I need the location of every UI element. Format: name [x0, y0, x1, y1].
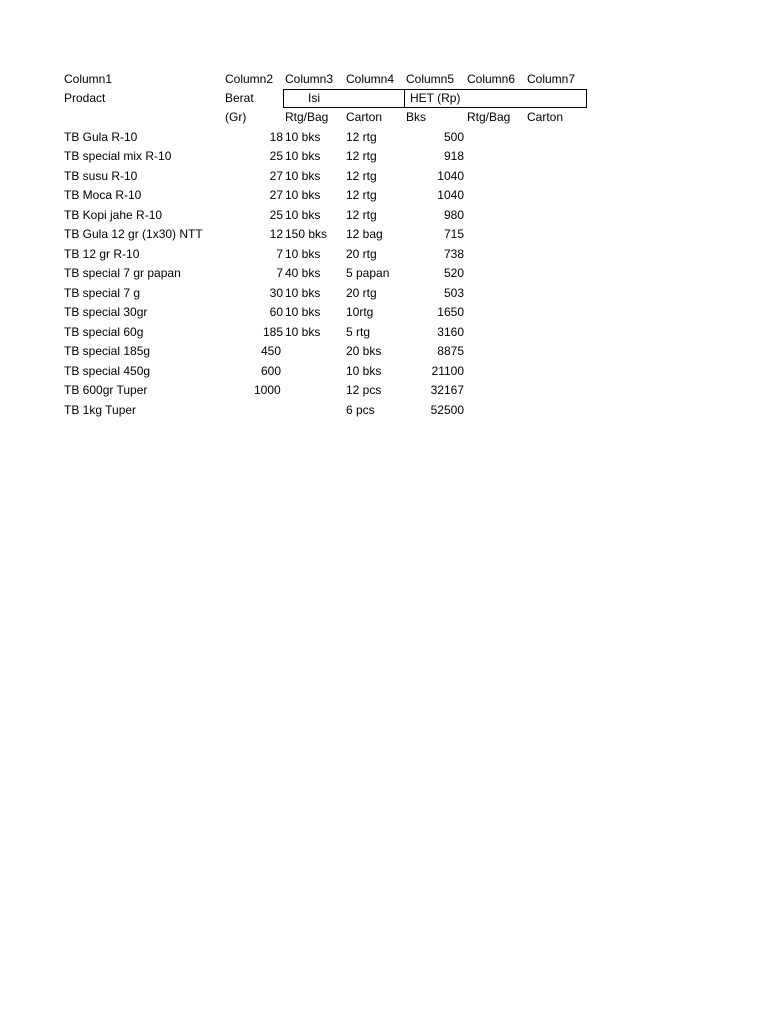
isi-merged-cell[interactable]	[283, 89, 405, 108]
table-row	[0, 128, 768, 147]
weight-cell[interactable]: 60	[269, 305, 283, 319]
bks-price-cell[interactable]: 500	[443, 129, 464, 144]
carton-cell[interactable]: 20 rtg	[346, 246, 377, 261]
table-row	[0, 264, 768, 283]
table-row	[0, 167, 768, 186]
weight-cell[interactable]: 450	[261, 344, 282, 358]
header-column7[interactable]: Column7	[527, 72, 576, 86]
weight-cell[interactable]	[222, 401, 283, 420]
product-cell[interactable]: TB special 185g	[64, 344, 151, 358]
weight-unit-header: (Gr)	[225, 110, 247, 124]
table-row	[0, 303, 768, 322]
product-cell[interactable]: TB special 60g	[64, 324, 144, 339]
het-rtg-bag-header: Rtg/Bag	[467, 110, 511, 124]
rtg-bag-cell[interactable]: 40 bks	[285, 266, 321, 280]
header-column5[interactable]: Column5	[406, 72, 455, 86]
product-cell[interactable]: TB Gula 12 gr (1x30) NTT	[64, 227, 203, 241]
bks-price-cell[interactable]: 32167	[430, 383, 464, 397]
bks-price-cell[interactable]: 503	[443, 285, 464, 300]
rtg-bag-cell[interactable]	[285, 342, 343, 361]
rtg-bag-header: Rtg/Bag	[285, 110, 329, 124]
rtg-bag-cell[interactable]: 10 bks	[285, 129, 321, 144]
rtg-bag-cell[interactable]: 10 bks	[285, 188, 321, 202]
carton-cell[interactable]: 12 rtg	[346, 207, 377, 222]
product-cell[interactable]: TB 600gr Tuper	[64, 383, 148, 397]
subheader-row-2	[0, 108, 768, 127]
bks-price-cell[interactable]: 980	[443, 207, 464, 222]
carton-cell[interactable]: 12 pcs	[346, 383, 382, 397]
product-cell[interactable]: TB special 450g	[64, 363, 151, 378]
rtg-bag-cell[interactable]	[285, 401, 343, 420]
header-column2[interactable]: Column2	[225, 72, 274, 86]
carton-cell[interactable]: 5 rtg	[346, 324, 371, 339]
header-column6[interactable]: Column6	[467, 72, 516, 86]
table-row	[0, 401, 768, 420]
het-merged-cell[interactable]	[404, 89, 587, 108]
header-column1[interactable]: Column1	[64, 72, 113, 86]
bks-price-cell[interactable]: 715	[443, 227, 464, 241]
weight-cell[interactable]: 25	[269, 207, 283, 222]
table-row	[0, 323, 768, 342]
carton-cell[interactable]: 12 rtg	[346, 168, 377, 183]
product-cell[interactable]: TB 12 gr R-10	[64, 246, 140, 261]
rtg-bag-cell[interactable]: 10 bks	[285, 149, 321, 163]
product-cell[interactable]: TB 1kg Tuper	[64, 402, 137, 417]
weight-cell[interactable]: 30	[269, 285, 283, 300]
weight-cell[interactable]: 27	[269, 168, 283, 183]
het-carton-header: Carton	[527, 110, 564, 124]
product-cell[interactable]: TB special mix R-10	[64, 149, 172, 163]
product-header: Prodact	[64, 91, 106, 105]
carton-cell[interactable]: 12 rtg	[346, 149, 377, 163]
table-row	[0, 342, 768, 361]
weight-cell[interactable]: 600	[261, 363, 282, 378]
carton-cell[interactable]: 6 pcs	[346, 402, 375, 417]
product-cell[interactable]: TB Gula R-10	[64, 129, 138, 144]
product-cell[interactable]: TB Moca R-10	[64, 188, 142, 202]
table-row	[0, 245, 768, 264]
table-row	[0, 206, 768, 225]
rtg-bag-cell[interactable]	[285, 362, 343, 381]
header-column3[interactable]: Column3	[285, 72, 334, 86]
table-row	[0, 362, 768, 381]
weight-cell[interactable]: 185	[262, 324, 283, 339]
bks-header: Bks	[406, 110, 427, 124]
product-cell[interactable]: TB susu R-10	[64, 168, 138, 183]
isi-header: Isi	[308, 91, 320, 105]
carton-cell[interactable]: 5 papan	[346, 266, 390, 280]
het-header: HET (Rp)	[410, 91, 461, 105]
product-cell[interactable]: TB Kopi jahe R-10	[64, 207, 163, 222]
bks-price-cell[interactable]: 1650	[437, 305, 464, 319]
table-row	[0, 381, 768, 400]
table-row	[0, 225, 768, 244]
rtg-bag-cell[interactable]: 10 bks	[285, 324, 321, 339]
weight-cell[interactable]: 12	[269, 227, 283, 241]
weight-header: Berat	[225, 91, 254, 105]
table-row	[0, 147, 768, 166]
product-cell[interactable]: TB special 30gr	[64, 305, 148, 319]
bks-price-cell[interactable]: 918	[443, 149, 464, 163]
bks-price-cell[interactable]: 21100	[431, 363, 464, 378]
carton-cell[interactable]: 12 rtg	[346, 129, 377, 144]
bks-price-cell[interactable]: 3160	[437, 324, 464, 339]
rtg-bag-cell[interactable]: 10 bks	[285, 207, 321, 222]
carton-cell[interactable]: 20 bks	[346, 344, 382, 358]
carton-cell[interactable]: 10rtg	[346, 305, 374, 319]
bks-price-cell[interactable]: 8875	[437, 344, 464, 358]
bks-price-cell[interactable]: 1040	[437, 188, 464, 202]
rtg-bag-cell[interactable]: 10 bks	[285, 285, 321, 300]
carton-header: Carton	[346, 110, 383, 124]
table-row	[0, 284, 768, 303]
weight-cell[interactable]: 7	[276, 246, 283, 261]
rtg-bag-cell[interactable]: 10 bks	[285, 305, 321, 319]
rtg-bag-cell[interactable]	[285, 381, 343, 400]
bks-price-cell[interactable]: 520	[443, 266, 464, 280]
carton-cell[interactable]: 12 rtg	[346, 188, 377, 202]
carton-cell[interactable]: 12 bag	[346, 227, 383, 241]
bks-price-cell[interactable]: 1040	[437, 168, 464, 183]
weight-cell[interactable]: 1000	[254, 383, 281, 397]
rtg-bag-cell[interactable]: 150 bks	[285, 227, 328, 241]
weight-cell[interactable]: 7	[276, 266, 283, 280]
header-column4[interactable]: Column4	[346, 72, 395, 86]
bks-price-cell[interactable]: 738	[443, 246, 464, 261]
rtg-bag-cell[interactable]: 10 bks	[285, 246, 321, 261]
carton-cell[interactable]: 20 rtg	[346, 285, 377, 300]
weight-cell[interactable]: 27	[269, 188, 283, 202]
weight-cell[interactable]: 18	[269, 129, 283, 144]
bks-price-cell[interactable]: 52500	[430, 402, 464, 417]
product-cell[interactable]: TB special 7 gr papan	[64, 266, 181, 280]
header-row	[0, 70, 768, 89]
carton-cell[interactable]: 10 bks	[346, 363, 382, 378]
rtg-bag-cell[interactable]: 10 bks	[285, 168, 321, 183]
table-row	[0, 186, 768, 205]
weight-cell[interactable]: 25	[269, 149, 283, 163]
product-cell[interactable]: TB special 7 g	[64, 285, 141, 300]
